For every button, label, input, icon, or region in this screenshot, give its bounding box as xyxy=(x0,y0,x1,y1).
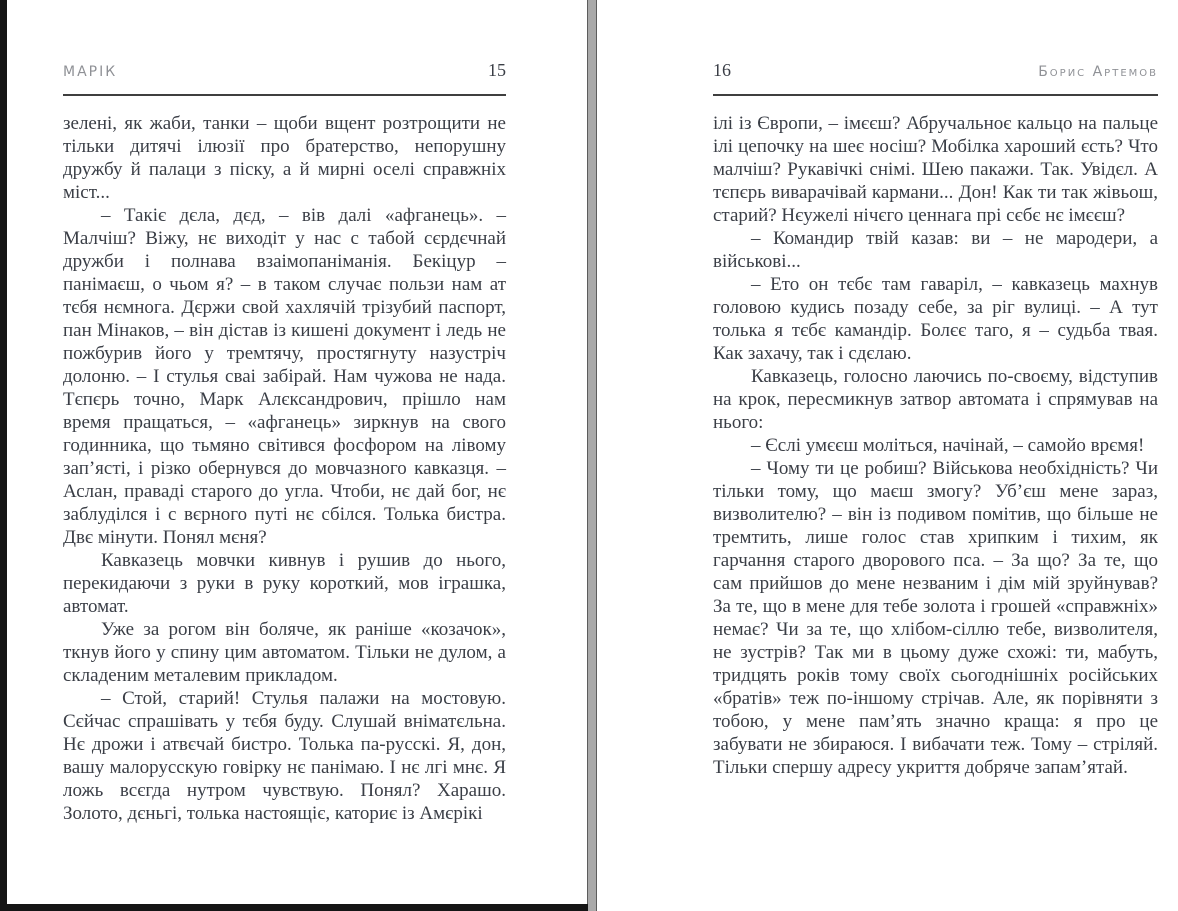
left-page xyxy=(63,0,506,825)
right-page-body xyxy=(713,112,1158,779)
paragraph: – Такіє дєла, дєд, – вів далі «афганець». – Малчіш? Віжу, нє виходіт у нас с табой сєрдєчнай дружби і полнава взаімопаніманія. Бекіцур – панімаєш, о чьом я? – в таком случає пользи нам ат тєбя нємнога. Дєржи свой хахлячій трізубий паспорт, пан Мінаков, – він дістав із кишені документ і ледь не пожбурив його у тремтячу, простягнуту назустріч долоню. – І стулья сваі забірай. Нам чужова не нада. Тєпєрь точно, Марк Алєксандрович, прішло нам время пращаться, – «афганець» зиркнув на свого годинника, що тьмяно світився фосфором на лівому зап’ясті, і різко обернувся до мовчазного кавказця. – Аслан, праваді старого до угла. Чтоби, нє дай бог, нє заблуділся і с вєрного путі нє сбілся. Толька бистра. Двє мінути. Понял мєня? xyxy=(63,205,506,548)
paragraph: зелені, як жаби, танки – щоби вщент розтрощити не тільки дитячі ілюзії про братерство, непорушну дружбу й палаци з піску, а й мирні оселі справжніх міст... xyxy=(63,113,506,203)
paragraph: – Єслі умєєш моліться, начінай, – самойо врємя! xyxy=(751,435,1145,456)
paragraph: Кавказець, голосно лаючись по-своєму, відступив на крок, пересмикнув затвор автомата і спрямував на нього: xyxy=(713,366,1158,433)
book-edge-left xyxy=(0,0,7,911)
right-page-header xyxy=(713,60,1158,86)
paragraph: – Ето он тєбє там гаваріл, – кавказець махнув головою кудись позаду себе, за ріг вулиці. – А тут толька я тєбє камандір. Болєє таго, я – судьба твая. Как захачу, так і сдєлаю. xyxy=(713,274,1158,364)
page-spine-divider xyxy=(587,0,597,911)
paragraph: – Чому ти це робиш? Військова необхідність? Чи тільки тому, що маєш змогу? Уб’єш мене зараз, визволителю? – він із подивом помітив, що більше не тремтить, лише голос став хрипким і тихим, як гарчання старого дворового пса. – За що? За те, що сам прийшов до мене незваним і дім мій зруйнував? За те, що в мене для тебе золота і грошей «справжніх» немає? Чи за те, що хлібом-сіллю тебе, визволителя, не зустрів? Так ми в цьому дуже схожі: ти, мабуть, тридцять років тому своїх сьогоднішніх російських «братів» теж по-іншому стрічав. Але, як порівняти з тобою, у мене пам’ять значно краща: я про це забувати не збираюся. І вибачати теж. Тому – стріляй. Тільки спершу адресу укриття добряче запам’ятай. xyxy=(713,458,1158,778)
right-page-number: 16 xyxy=(713,60,731,80)
paragraph: – Командир твій казав: ви – не мародери, а військові... xyxy=(713,228,1158,272)
paragraph: Уже за рогом він боляче, як раніше «козачок», ткнув його у спину цим автоматом. Тільки не дулом, а складеним металевим прикладом. xyxy=(63,619,506,686)
header-rule xyxy=(63,94,506,96)
running-title: МАРІК xyxy=(63,64,118,80)
right-page xyxy=(713,0,1158,779)
running-author: Борис Артемов xyxy=(1038,64,1158,80)
paragraph: Кавказець мовчки кивнув і рушив до нього, перекидаючи з руки в руку короткий, мов іграшка, автомат. xyxy=(63,550,506,617)
left-page-body xyxy=(63,112,506,825)
paragraph: – Стой, старий! Стулья палажи на мостовую. Сєйчас спрашівать у тєбя буду. Слушай вніматєльна. Нє дрожи і атвєчай бистро. Толька па-русскі. Я, дон, вашу малорусскую говірку нє панімаю. І нє лгі мнє. Я ложь всєгда нутром чувствую. Понял? Харашо. Золото, дєньгі, толька настоящіє, каториє із Амєрікі xyxy=(63,688,506,824)
left-page-header xyxy=(63,60,506,86)
header-rule xyxy=(713,94,1158,96)
book-edge-bottom xyxy=(0,904,588,911)
paragraph: ілі із Європи, – імєєш? Абручальноє кальцо на пальце ілі цепочку на шеє носіш? Мобілка хароший єсть? Что малчіш? Рукавічкі снімі. Шею пакажи. Так. Увідєл. А тєпєрь виварачівай кармани... Дон! Как ти так жівьош, старий? Нєужелі нічєго ценнага прі сєбє нє імєєш? xyxy=(713,113,1158,226)
left-page-number: 15 xyxy=(488,60,506,80)
